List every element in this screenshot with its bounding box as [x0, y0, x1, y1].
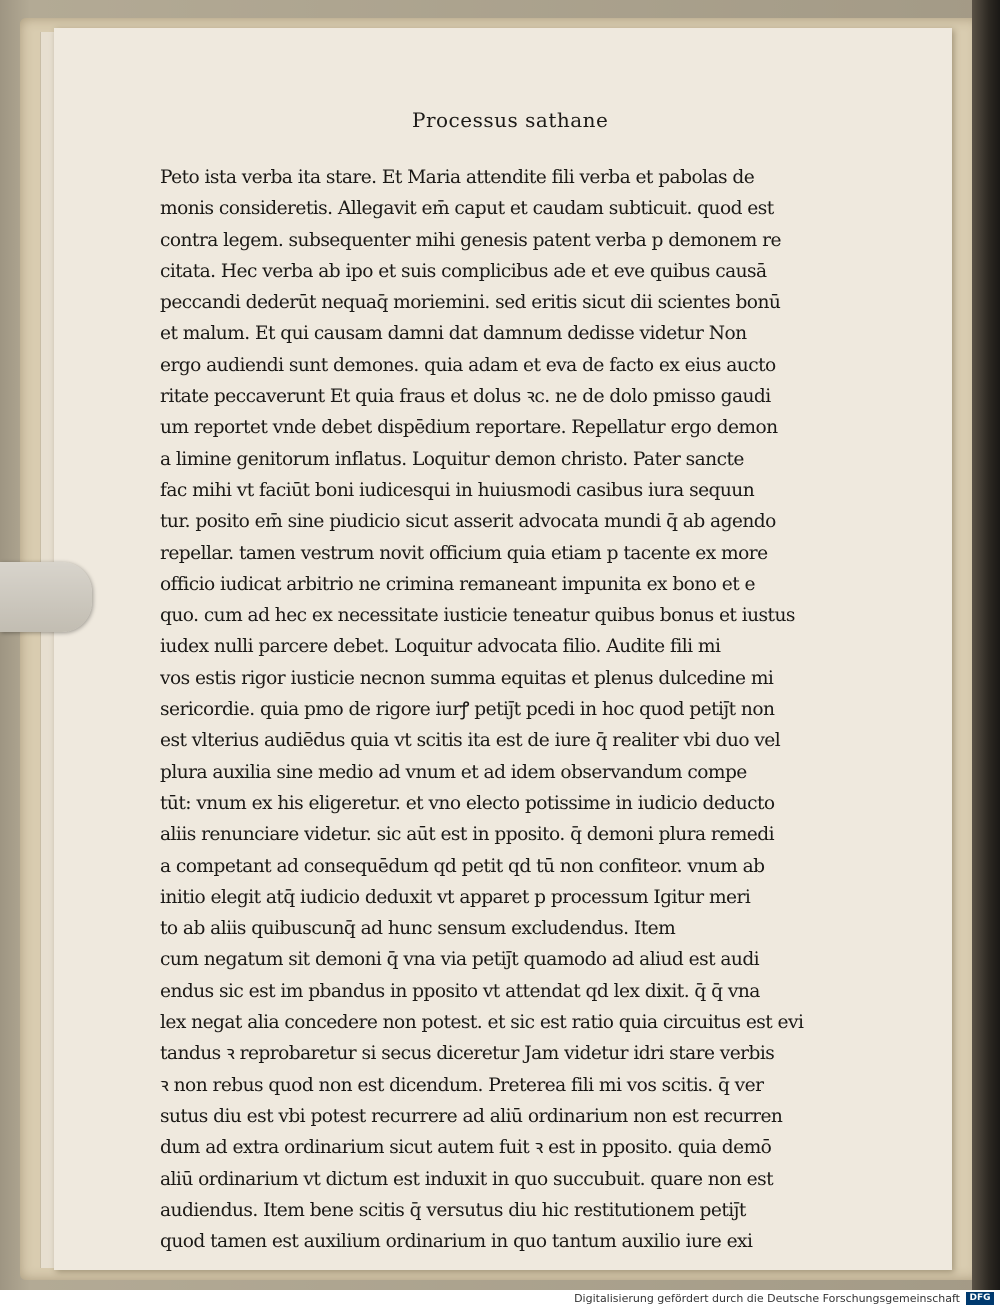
text-line: vos estis rigor iusticie necnon summa equitas et plenus dulcedine mi	[160, 667, 774, 689]
text-line: sericordie. quia pmo de rigore iurꝭ petiȷ̄t pcedi in hoc quod petiȷ̄t non	[160, 699, 775, 721]
book-spine-edge	[972, 0, 1000, 1290]
footer-bar	[0, 1290, 1000, 1308]
text-line: to ab aliis quibuscunq̄ ad hunc sensum excludendus. Item	[160, 918, 676, 940]
text-line: monis consideretis. Allegavit em̄ caput et caudam subticuit. quod est	[160, 198, 774, 220]
text-line: Peto ista verba ita stare. Et Maria attendite fili verba et pabolas de	[160, 167, 755, 188]
text-line: quod tamen est auxilium ordinarium in quo tantum auxilio iure exi	[160, 1231, 753, 1253]
page-text-block	[160, 162, 830, 1257]
text-line: ꝛ non rebus quod non est dicendum. Preterea fili mi vos scitis. q̄ ver	[160, 1074, 764, 1096]
text-line: tur. posito em̄ sine piudicio sicut asserit advocata mundi q̄ ab agendo	[160, 511, 776, 533]
running-head: Processus sathane	[412, 108, 609, 132]
text-line: a competant ad consequēdum qd petit qd tū non confiteor. vnum ab	[160, 855, 765, 877]
text-line: a limine genitorum inflatus. Loquitur demon christo. Pater sancte	[160, 448, 744, 470]
text-line: endus sic est im pbandus in pposito vt attendat qd lex dixit. q̄ q̄ vna	[160, 980, 760, 1002]
text-line: contra legem. subsequenter mihi genesis patent verba p demonem re	[160, 229, 781, 251]
text-line: dum ad extra ordinarium sicut autem fuit ꝛ est in pposito. quia demō	[160, 1137, 772, 1159]
text-line: cum negatum sit demoni q̄ vna via petiȷ̄t quamodo ad aliud est audi	[160, 949, 760, 971]
text-line: peccandi dederūt nequaq̄ moriemini. sed eritis sicut dii scientes bonū	[160, 292, 781, 314]
text-line: aliis renunciare videtur. sic aūt est in pposito. q̄ demoni plura remedi	[160, 824, 774, 846]
text-line: ergo audiendi sunt demones. quia adam et eva de facto ex eius aucto	[160, 354, 776, 376]
dfg-logo-icon: DFG	[966, 1292, 994, 1305]
text-line: officio iudicat arbitrio ne crimina remaneant impunita ex bono et e	[160, 573, 755, 595]
text-line: tandus ꝛ reprobaretur si secus diceretur Jam videtur idri stare verbis	[160, 1043, 775, 1065]
text-line: sutus diu est vbi potest recurrere ad aliū ordinarium non est recurren	[160, 1105, 783, 1127]
text-line: initio elegit atq̄ iudicio deduxit vt apparet p processum Igitur meri	[160, 886, 751, 908]
text-line: et malum. Et qui causam damni dat damnum dedisse videtur Non	[160, 323, 747, 345]
text-line: aliū ordinarium vt dictum est induxit in quo succubuit. quare non est	[160, 1168, 774, 1190]
text-line: citata. Hec verba ab ipo et suis complicibus ade et eve quibus causā	[160, 260, 767, 282]
text-line: audiendus. Item bene scitis q̄ versutus diu hic restitutionem petiȷ̄t	[160, 1199, 746, 1221]
text-line: plura auxilia sine medio ad vnum et ad idem observandum compe	[160, 761, 747, 783]
footer-credit: Digitalisierung gefördert durch die Deutsche Forschungsgemeinschaft	[574, 1292, 960, 1305]
text-line: fac mihi vt faciūt boni iudicesqui in huiusmodi casibus iura sequun	[160, 479, 755, 501]
page-clip	[0, 562, 92, 632]
text-line: tūt: vnum ex his eligeretur. et vno electo potissime in iudicio deducto	[160, 792, 775, 814]
text-line: iudex nulli parcere debet. Loquitur advocata filio. Audite fili mi	[160, 636, 721, 658]
text-line: ritate peccaverunt Et quia fraus et dolus ꝛc. ne de dolo pmisso gaudi	[160, 386, 771, 408]
text-line: repellar. tamen vestrum novit officium quia etiam p tacente ex more	[160, 542, 768, 564]
text-line: quo. cum ad hec ex necessitate iusticie teneatur quibus bonus et iustus	[160, 605, 795, 627]
text-line: um reportet vnde debet dispēdium reportare. Repellatur ergo demon	[160, 417, 778, 439]
text-line: est vlterius audiēdus quia vt scitis ita est de iure q̄ realiter vbi duo vel	[160, 730, 781, 752]
text-line: lex negat alia concedere non potest. et sic est ratio quia circuitus est evi	[160, 1012, 804, 1034]
